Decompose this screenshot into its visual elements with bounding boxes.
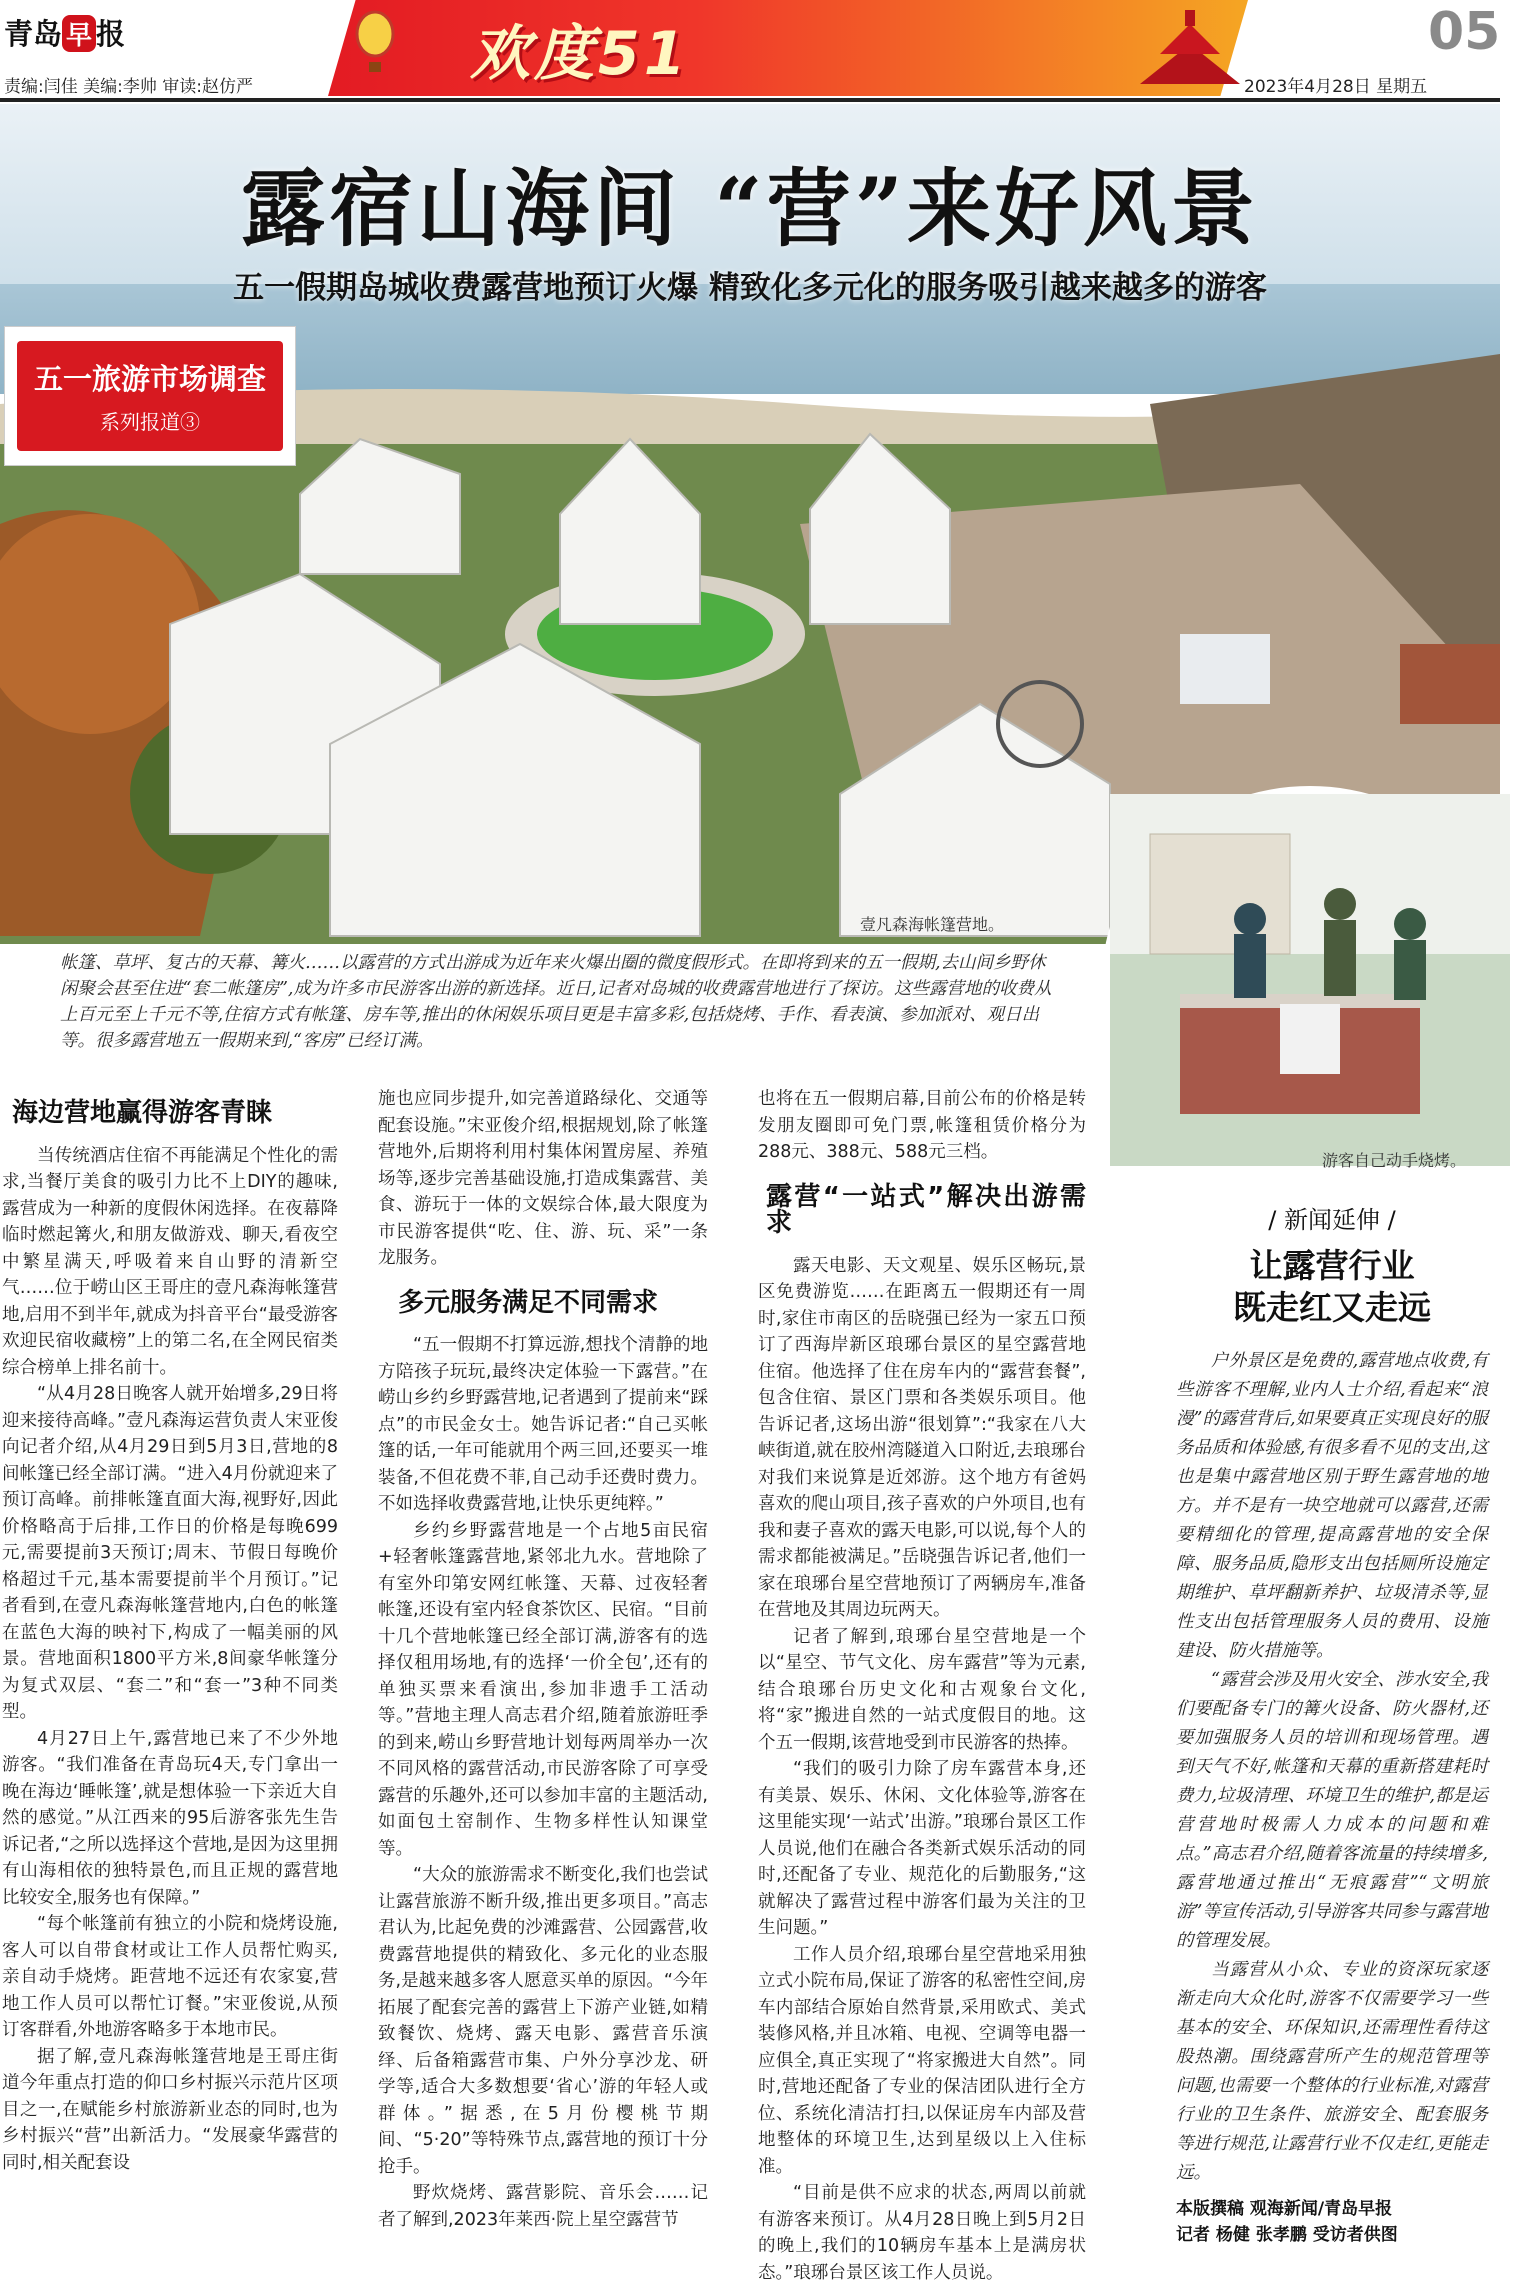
paragraph: 露天电影、天文观星、娱乐区畅玩,景区免费游览……在距离五一假期还有一周时,家住市南区的岳晓强已经为一家五口预订了西海岸新区琅琊台景区的星空露营地住宿。他选择了住在房车内的“露营套餐”,包含住宿、景区门票和各类娱乐项目。他告诉记者,这场出游“很划算”:“我家在八大峡街道,就在胶州湾隧道入口附近,去琅琊台对我们来说算是近郊游。这个地方有爸妈喜欢的爬山项目,孩子喜欢的户外项目,也有我和妻子喜欢的露天电影,可以说,每个人的需求都能被满足。”岳晓强告诉记者,他们一家在琅琊台星空营地预订了两辆房车,准备在营地及其周边玩两天。 — [758, 1255, 1086, 1620]
banner-title: 欢度51 — [470, 19, 690, 89]
masthead-rule — [0, 98, 1500, 102]
headline: 露宿山海间 “营”来好风景 — [241, 159, 1259, 258]
paper-name-suffix: 报 — [96, 17, 126, 51]
sidebar-heading — [1176, 1245, 1488, 1329]
section-heading: 露营“一站式”解决出游需求 — [766, 1181, 1086, 1238]
series-title: 五一旅游市场调查 — [33, 362, 266, 396]
paragraph: “露营会涉及用火安全、涉水安全,我们要配备专门的篝火设备、防火器材,还要加强服务人员的培训和现场管理。遇到天气不好,帐篷和天幕的重新搭建耗时费力,垃圾清理、环境卫生的维护,都是运营营地时极需人力成本的问题和难点。”高志君介绍,随着客流量的持续增多,露营地通过推出“无痕露营”“文明旅游”等宣传活动,引导游客共同参与露营地的管理发展。 — [1176, 1670, 1489, 1951]
paragraph: “每个帐篷前有独立的小院和烧烤设施,客人可以自带食材或让工作人员帮忙购买,亲自动手烧烤。距营地不远还有农家宴,营地工作人员可以帮忙订餐。”宋亚俊说,从预订客群看,外地游客略多于本地市民。 — [2, 1914, 338, 2040]
section-heading: 海边营地赢得游客青睐 — [12, 1098, 273, 1128]
paragraph: “五一假期不打算远游,想找个清静的地方陪孩子玩玩,最终决定体验一下露营。”在崂山乡约乡野露营地,记者遇到了提前来“踩点”的市民金女士。她告诉记者:“自己买帐篷的话,一年可能就用个两三回,还要买一堆装备,不但花费不菲,自己动手还费时费力。不如选择收费露营地,让快乐更纯粹。” — [378, 1335, 708, 1514]
paragraph: 乡约乡野露营地是一个占地5亩民宿+轻奢帐篷露营地,紧邻北九水。营地除了有室外印第安网红帐篷、天幕、过夜轻奢帐篷,还设有室内轻食茶饮区、民宿。“目前十几个营地帐篷已经全部订满,游客有的选择仅租用场地,有的选择‘一价全包’,还有的单独买票来看演出,参加非遗手工活动等。”营地主理人高志君介绍,随着旅游旺季的到来,崂山乡野营地计划每两周举办一次不同风格的露营活动,市民游客除了可享受露营的乐趣外,还可以参加丰富的主题活动,如面包土窑制作、生物多样性认知课堂等。 — [378, 1520, 708, 1859]
photo-caption-main: 壹凡森海帐篷营地。 — [860, 915, 1005, 934]
series-badge-panel — [17, 341, 283, 451]
article-column-3 — [758, 1086, 1086, 2283]
article-column-2 — [378, 1086, 708, 2241]
paragraph: 工作人员介绍,琅琊台星空营地采用独立式小院布局,保证了游客的私密性空间,房车内部结合原始自然背景,采用欧式、美式装修风格,并且冰箱、电视、空调等电器一应俱全,真正实现了“将家搬进大自然”。同时,营地还配备了专业的保洁团队进行全方位、系统化清洁打扫,以保证房车内部及营地整体的环境卫生,达到星级以上入住标准。 — [758, 1944, 1086, 2177]
inset-photo — [1102, 786, 1518, 1174]
lede-paragraph: 帐篷、草坪、复古的天幕、篝火……以露营的方式出游成为近年来火爆出圈的微度假形式。在即将到来的五一假期,去山间乡野休闲聚会甚至住进“套二帐篷房”,成为许多市民游客出游的新选择。近日,记者对岛城的收费露营地进行了探访。这些露营地的收费从上百元至上千元不等,住宿方式有帐篷、房车等,推出的休闲娱乐项目更是丰富多彩,包括烧烤、手作、看表演、参加派对、观日出等。很多露营地五一假期来到,“客房”已经订满。 — [60, 953, 1052, 1051]
paragraph: “目前是供不应求的状态,两周以前就有游客来预订。从4月28日晚上到5月2日的晚上,我们的10辆房车基本上是满房状态。”琅琊台景区该工作人员说。 — [758, 2183, 1086, 2283]
paragraph: 当露营从小众、专业的资深玩家逐渐走向大众化时,游客不仅需要学习一些基本的安全、环保知识,还需理性看待这股热潮。围绕露营所产生的规范管理等问题,也需要一个整体的行业标准,对露营行业的卫生条件、旅游安全、配套服务等进行规范,让露营行业不仅走红,更能走远。 — [1176, 1960, 1488, 2183]
section-heading: 多元服务满足不同需求 — [398, 1287, 659, 1318]
paragraph: 户外景区是免费的,露营地点收费,有些游客不理解,业内人士介绍,看起来“浪漫”的露营背后,如果要真正实现良好的服务品质和体验感,有很多看不见的支出,这也是集中露营地区别于野生露营地的地方。并不是有一块空地就可以露营,还需要精细化的管理,提高露营地的安全保障、服务品质,隐形支出包括厕所设施定期维护、草坪翻新养护、垃圾清杀等,显性支出包括管理服务人员的费用、设施建设、防火措施等。 — [1176, 1351, 1489, 1661]
series-badge — [4, 326, 296, 466]
sidebar-heading-line2: 既走红又走远 — [1233, 1288, 1431, 1327]
sidebar-body — [1176, 1347, 1488, 2188]
paper-name-text: 青岛 — [4, 17, 63, 51]
paragraph: “从4月28日晚客人就开始增多,29日将迎来接待高峰。”壹凡森海运营负责人宋亚俊向记者介绍,从4月29日到5月3日,营地的8间帐篷已经全部订满。“进入4月份就迎来了预订高峰。前排帐篷直面大海,视野好,因此价格略高于后排,工作日的价格是每晚699元,需要提前3天预订;周末、节假日每晚价格超过千元,基本需要提前半个月预订。”记者看到,在壹凡森海帐篷营地内,白色的帐篷在蓝色大海的映衬下,构成了一幅美丽的风景。营地面积1800平方米,8间豪华帐篷分为复式双层、“套二”和“套一”3种不同类型。 — [2, 1384, 338, 1722]
paragraph: 当传统酒店住宿不再能满足个性化的需求,当餐厅美食的吸引力比不上DIY的趣味,露营成为一种新的度假休闲选择。在夜幕降临时燃起篝火,和朋友做游戏、聊天,看夜空中繁星满天,呼吸着来自山野的清新空气……位于崂山区王哥庄的壹凡森海帐篷营地,启用不到半年,就成为抖音平台“最受游客欢迎民宿收藏榜”上的第二名,在全网民宿类综合榜单上排名前十。 — [2, 1145, 338, 1378]
article-column-1 — [2, 1100, 338, 2240]
sidebar-heading-line1: 让露营行业 — [1249, 1246, 1415, 1285]
paper-name-badge: 早 — [62, 15, 96, 52]
paragraph: “大众的旅游需求不断变化,我们也尝试让露营旅游不断升级,推出更多项目。”高志君认为,比起免费的沙滩露营、公园露营,收费露营地提供的精致化、多元化的业态服务,是越来越多客人愿意买单的原因。“今年拓展了配套完善的露营上下游产业链,如精致餐饮、烧烤、露天电影、露营音乐演绎、后备箱露营市集、户外分享沙龙、研学等,适合大多数想要‘省心’游的年轻人或群体。”据悉,在5月份樱桃节期间、“5·20”等特殊节点,露营地的预订十分抢手。 — [378, 1865, 708, 2177]
issue-date: 2023年4月28日 星期五 — [1244, 77, 1428, 97]
paragraph: “我们的吸引力除了房车露营本身,还有美景、娱乐、休闲、文化体验等,游客在这里能实现‘一站式’出游。”琅琊台景区工作人员说,他们在融合各类新式娱乐活动的同时,还配备了专业、规范化的后勤服务,“这就解决了露营过程中游客们最为关注的卫生问题。” — [758, 1759, 1086, 1938]
masthead — [0, 0, 1500, 100]
editor-credits: 责编:闫佳 美编:李帅 审读:赵仿严 — [4, 77, 253, 97]
paragraph: 也将在五一假期启幕,目前公布的价格是转发朋友圈即可免门票,帐篷租赁价格分为288元、388元、588元三档。 — [758, 1089, 1086, 1162]
landmark-pavilion-icon — [1130, 4, 1250, 94]
holiday-banner — [328, 0, 1248, 96]
photo-caption-inset: 游客自己动手烧烤。 — [1322, 1151, 1467, 1170]
paragraph: 野炊烧烤、露营影院、音乐会……记者了解到,2023年莱西·院上星空露营节 — [378, 2183, 708, 2230]
subheadline: 五一假期岛城收费露营地预订火爆 精致化多元化的服务吸引越来越多的游客 — [233, 270, 1267, 306]
paragraph: 4月27日上午,露营地已来了不少外地游客。“我们准备在青岛玩4天,专门拿出一晚在海边‘睡帐篷’,就是想体验一下亲近大自然的感觉。”从江西来的95后游客张先生告诉记者,“之所以选择这个营地,是因为这里拥有山海相依的独特景色,而且正规的露营地比较安全,服务也有保障。” — [2, 1728, 338, 1908]
hot-air-balloon-icon — [350, 10, 400, 80]
series-number: 系列报道③ — [100, 410, 200, 434]
paragraph: 据了解,壹凡森海帐篷营地是王哥庄街道今年重点打造的仰口乡村振兴示范片区项目之一,在赋能乡村旅游新业态的同时,也为乡村振兴“营”出新活力。“发展豪华露营的同时,相关配套设 — [2, 2046, 338, 2173]
paragraph: 记者了解到,琅琊台星空营地是一个以“星空、节气文化、房车露营”等为元素,结合琅琊台历史文化和古观象台文化,将“家”搬进自然的一站式度假目的地。这个五一假期,该营地受到市民游客的热捧。 — [758, 1626, 1086, 1753]
paragraph: 施也应同步提升,如完善道路绿化、交通等配套设施。”宋亚俊介绍,根据规划,除了帐篷营地外,后期将利用村集体闲置房屋、养殖场等,逐步完善基础设施,打造成集露营、美食、游玩于一体的文娱综合体,最大限度为市民游客提供“吃、住、游、玩、采”一条龙服务。 — [378, 1089, 708, 1268]
page-number: 05 — [1428, 2, 1501, 62]
newspaper-name — [4, 12, 125, 53]
news-extension-label: / 新闻延伸 / — [1268, 1206, 1396, 1234]
barbecue-illustration — [1110, 794, 1510, 1166]
byline-2: 记者 杨健 张孝鹏 受访者供图 — [1176, 2225, 1398, 2245]
news-extension-sidebar — [1176, 1200, 1488, 2243]
byline-1: 本版撰稿 观海新闻/青岛早报 — [1176, 2199, 1393, 2219]
